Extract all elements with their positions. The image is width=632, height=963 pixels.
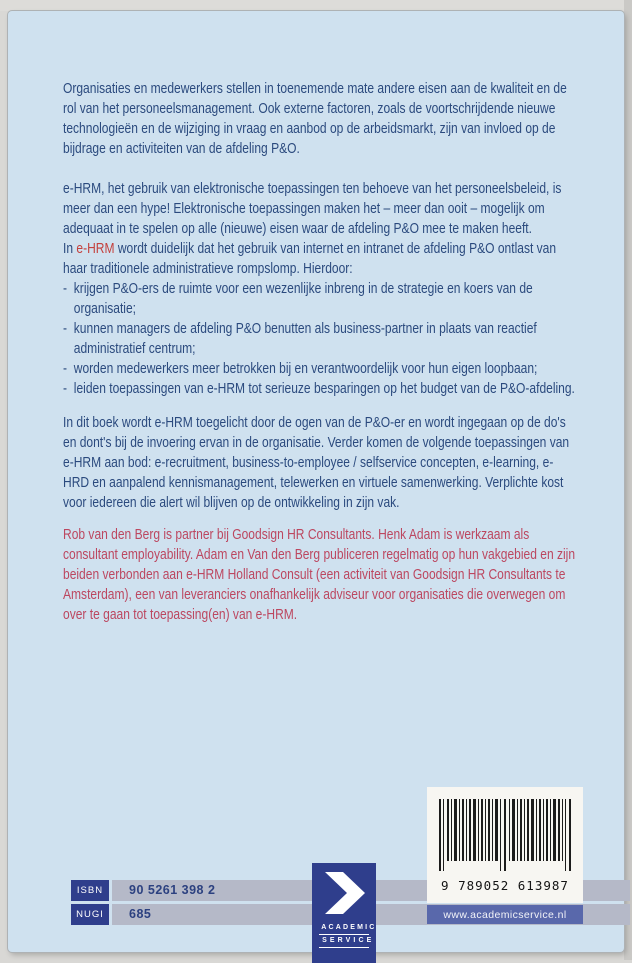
authors-paragraph: Rob van den Berg is partner bij Goodsign HR Consultants. Henk Adam is werkzaam als consultant employability. Adam en Van den Berg publiceren regelmatig op hun vakgebied en zijn beiden verbonden aan e-HRM Holland Consult (een activiteit van Goodsign HR Consultants te Amsterdam), een van leveranciers onafhankelijk adviseur voor organisaties die overwegen om over te gaan tot toepassing(en) van e-HRM. (63, 527, 576, 623)
intro-paragraph: Organisaties en medewerkers stellen in toenemende mate andere eisen aan de kwaliteit en de rol van het personeelsmanagement. Ook externe factoren, zoals de voortschrijdende nieuwe technologieën en de wijziging in vraag en aanbod op de arbeidsmarkt, zijn van invloed op de bijdrage en activiteiten van de afdeling P&O. (63, 81, 567, 157)
benefits-list (63, 279, 579, 399)
scan-edge-top (0, 0, 632, 11)
back-cover-text (63, 79, 579, 625)
ehrm-line2-prefix: In (63, 241, 77, 257)
ehrm-paragraph-part1: e-HRM, het gebruik van elektronische toepassingen ten behoeve van het personeelsbeleid, is meer dan een hype! Elektronische toepassingen maken het – meer dan ooit – mogelijk om adequaat in te spelen op alle (nieuwe) eisen waar de afdeling P&O mee te maken heeft. (63, 181, 562, 237)
scan-edge-right (624, 0, 632, 960)
barcode (427, 787, 583, 903)
list-item (63, 359, 579, 379)
list-item (63, 319, 579, 359)
bullet-marker: - (63, 361, 68, 377)
ehrm-line2-rest: wordt duidelijk dat het gebruik van internet en intranet de afdeling P&O ontlast van haar traditionele administratieve rompslomp. Hierdoor: (63, 241, 557, 277)
nugi-value: 685 (129, 907, 152, 921)
book-summary-paragraph: In dit boek wordt e-HRM toegelicht door de ogen van de P&O-er en wordt ingegaan op de do's en dont's bij de invoering ervan in de organisatie. Verder komen de volgende toepassingen van e-HRM aan bod: e-recruitment, business-to-employee / selfservice concepten, e-learning, e-HRD en aanpalend kennismanagement, telewerken en virtuele samenwerking. Verplichte kost voor iedereen die alert wil blijven op de ontwikkeling in zijn vak. (63, 415, 570, 511)
bullet-marker: - (63, 381, 68, 397)
list-item-text: krijgen P&O-ers de ruimte voor een wezenlijke inbreng in de strategie en koers van de organisatie; (73, 281, 533, 317)
list-item (63, 379, 579, 399)
publisher-name-line2: SERVICE (319, 937, 369, 948)
list-item (63, 279, 579, 319)
list-item-text: kunnen managers de afdeling P&O benutten als business-partner in plaats van reactief administratief centrum; (73, 321, 537, 357)
isbn-value: 90 5261 398 2 (129, 883, 216, 897)
barcode-bars (439, 787, 571, 876)
bullet-marker: - (63, 321, 68, 337)
isbn-label: ISBN (71, 880, 109, 901)
list-item-text: worden medewerkers meer betrokken bij en verantwoordelijk voor hun eigen loopbaan; (73, 361, 538, 377)
nugi-label: NUGI (71, 904, 109, 925)
book-back-cover (8, 11, 624, 952)
ehrm-highlight: e-HRM (76, 241, 115, 257)
publisher-logo (312, 863, 376, 963)
list-item-text: leiden toepassingen van e-HRM tot serieuze besparingen op het budget van de P&O-afdeling. (73, 381, 575, 397)
barcode-number: 9 789052 613987 (441, 878, 569, 893)
chevron-right-icon (323, 863, 365, 919)
publisher-name-line1: ACADEMIC (319, 924, 369, 935)
bullet-marker: - (63, 281, 68, 297)
ehrm-paragraph (63, 179, 579, 279)
publisher-website: www.academicservice.nl (427, 905, 583, 924)
